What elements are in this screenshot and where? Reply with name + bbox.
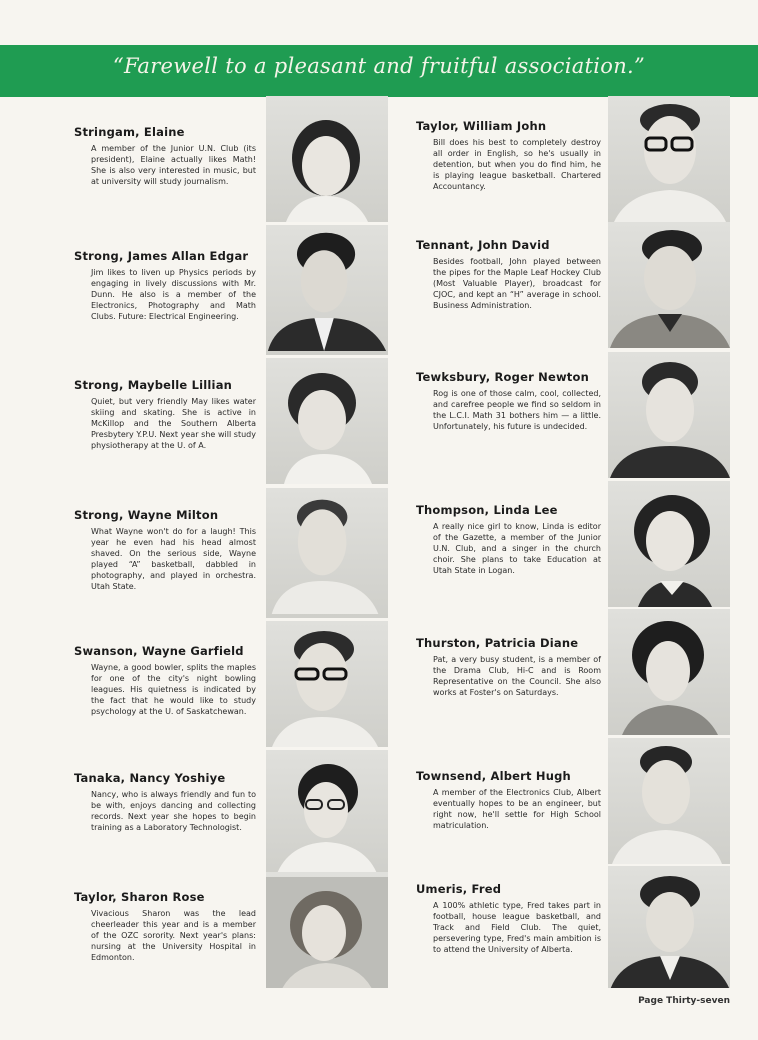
student-name: Swanson, Wayne Garfield	[74, 644, 244, 658]
student-name: Tennant, John David	[416, 238, 550, 252]
student-bio: Nancy, who is always friendly and fun to be with, enjoys dancing and collecting records. Next year she hopes to begin training as a Laboratory Technologist.	[91, 790, 256, 832]
student-name: Strong, Maybelle Lillian	[74, 378, 233, 392]
student-bio: Quiet, but very friendly May likes water skiing and skating. She is active in McKillop and the Southern Alberta Presbytery Y.P.U. Next year she will study physiotherapy at the U. of A.	[91, 397, 256, 450]
student-bio: Pat, a very busy student, is a member of the Drama Club, Hi-C and is Room Representative on the Council. She also works at Foster's on Saturdays.	[433, 655, 601, 697]
student-photo	[608, 96, 730, 222]
student-name: Stringam, Elaine	[74, 125, 185, 139]
student-bio: What Wayne won't do for a laugh! This year he even had his head almost shaved. On the serious side, Wayne played “A” basketball, dabbled in photography, and played in orchestra. Utah State.	[91, 527, 256, 591]
student-photo	[608, 609, 730, 735]
student-name: Taylor, William John	[416, 119, 547, 133]
student-name: Townsend, Albert Hugh	[416, 769, 571, 783]
student-photo	[608, 222, 730, 348]
banner-title: “Farewell to a pleasant and fruitful association.”	[112, 54, 646, 78]
header-banner	[0, 45, 758, 97]
student-photo	[266, 358, 388, 484]
student-bio: A member of the Junior U.N. Club (its president), Elaine actually likes Math! She is also very interested in music, but at university will study journalism.	[91, 144, 256, 186]
student-name: Strong, James Allan Edgar	[74, 249, 249, 263]
student-name: Tanaka, Nancy Yoshiye	[74, 771, 226, 785]
student-photo	[266, 96, 388, 222]
student-name: Thompson, Linda Lee	[416, 503, 558, 517]
student-photo	[266, 621, 388, 747]
student-bio: Besides football, John played between the pipes for the Maple Leaf Hockey Club (Most Valuable Player), broadcast for CJOC, and kept an “H” average in school. Business Administration.	[433, 257, 601, 310]
student-bio: A really nice girl to know, Linda is editor of the Gazette, a member of the Junior U.N. Club, and a singer in the church choir. She plans to take Education at Utah State in Logan.	[433, 522, 601, 575]
student-photo	[608, 352, 730, 478]
student-photo	[608, 738, 730, 864]
student-photo	[266, 750, 388, 876]
page-number: Page Thirty-seven	[638, 996, 730, 1006]
student-bio: Rog is one of those calm, cool, collected, and carefree people we find so seldom in the L.C.I. Math 31 bothers him — a little. Unfortunately, his future is undecided.	[433, 389, 601, 431]
student-photo	[608, 481, 730, 607]
student-bio: Bill does his best to completely destroy all order in English, so he's usually in detention, but when you do find him, he is playing league basketball. Chartered Accountancy.	[433, 138, 601, 191]
student-photo	[266, 872, 388, 988]
student-bio: Jim likes to liven up Physics periods by engaging in lively discussions with Mr. Dunn. He also is a member of the Electronics, Photography and Math Clubs. Future: Electrical Engineering.	[91, 268, 256, 321]
student-name: Strong, Wayne Milton	[74, 508, 219, 522]
student-photo	[266, 488, 388, 618]
student-photo	[608, 866, 730, 988]
student-bio: A member of the Electronics Club, Albert eventually hopes to be an engineer, but right now, he'll settle for High School matriculation.	[433, 788, 601, 830]
student-bio: Vivacious Sharon was the lead cheerleader this year and is a member of the OZC sorority. Next year's plans: nursing at the University Hospital in Edmonton.	[91, 909, 256, 962]
student-bio: Wayne, a good bowler, splits the maples for one of the city's night bowling leagues. His quietness is indicated by the fact that he would like to study psychology at the U. of Saskatchewan.	[91, 663, 256, 716]
student-photo	[266, 225, 388, 355]
student-name: Tewksbury, Roger Newton	[416, 370, 589, 384]
student-name: Umeris, Fred	[416, 882, 502, 896]
student-bio: A 100% athletic type, Fred takes part in football, house league basketball, and Track and Field Club. The quiet, persevering type, Fred's main ambition is to attend the University of Alberta.	[433, 901, 601, 954]
student-name: Thurston, Patricia Diane	[416, 636, 579, 650]
student-name: Taylor, Sharon Rose	[74, 890, 205, 904]
